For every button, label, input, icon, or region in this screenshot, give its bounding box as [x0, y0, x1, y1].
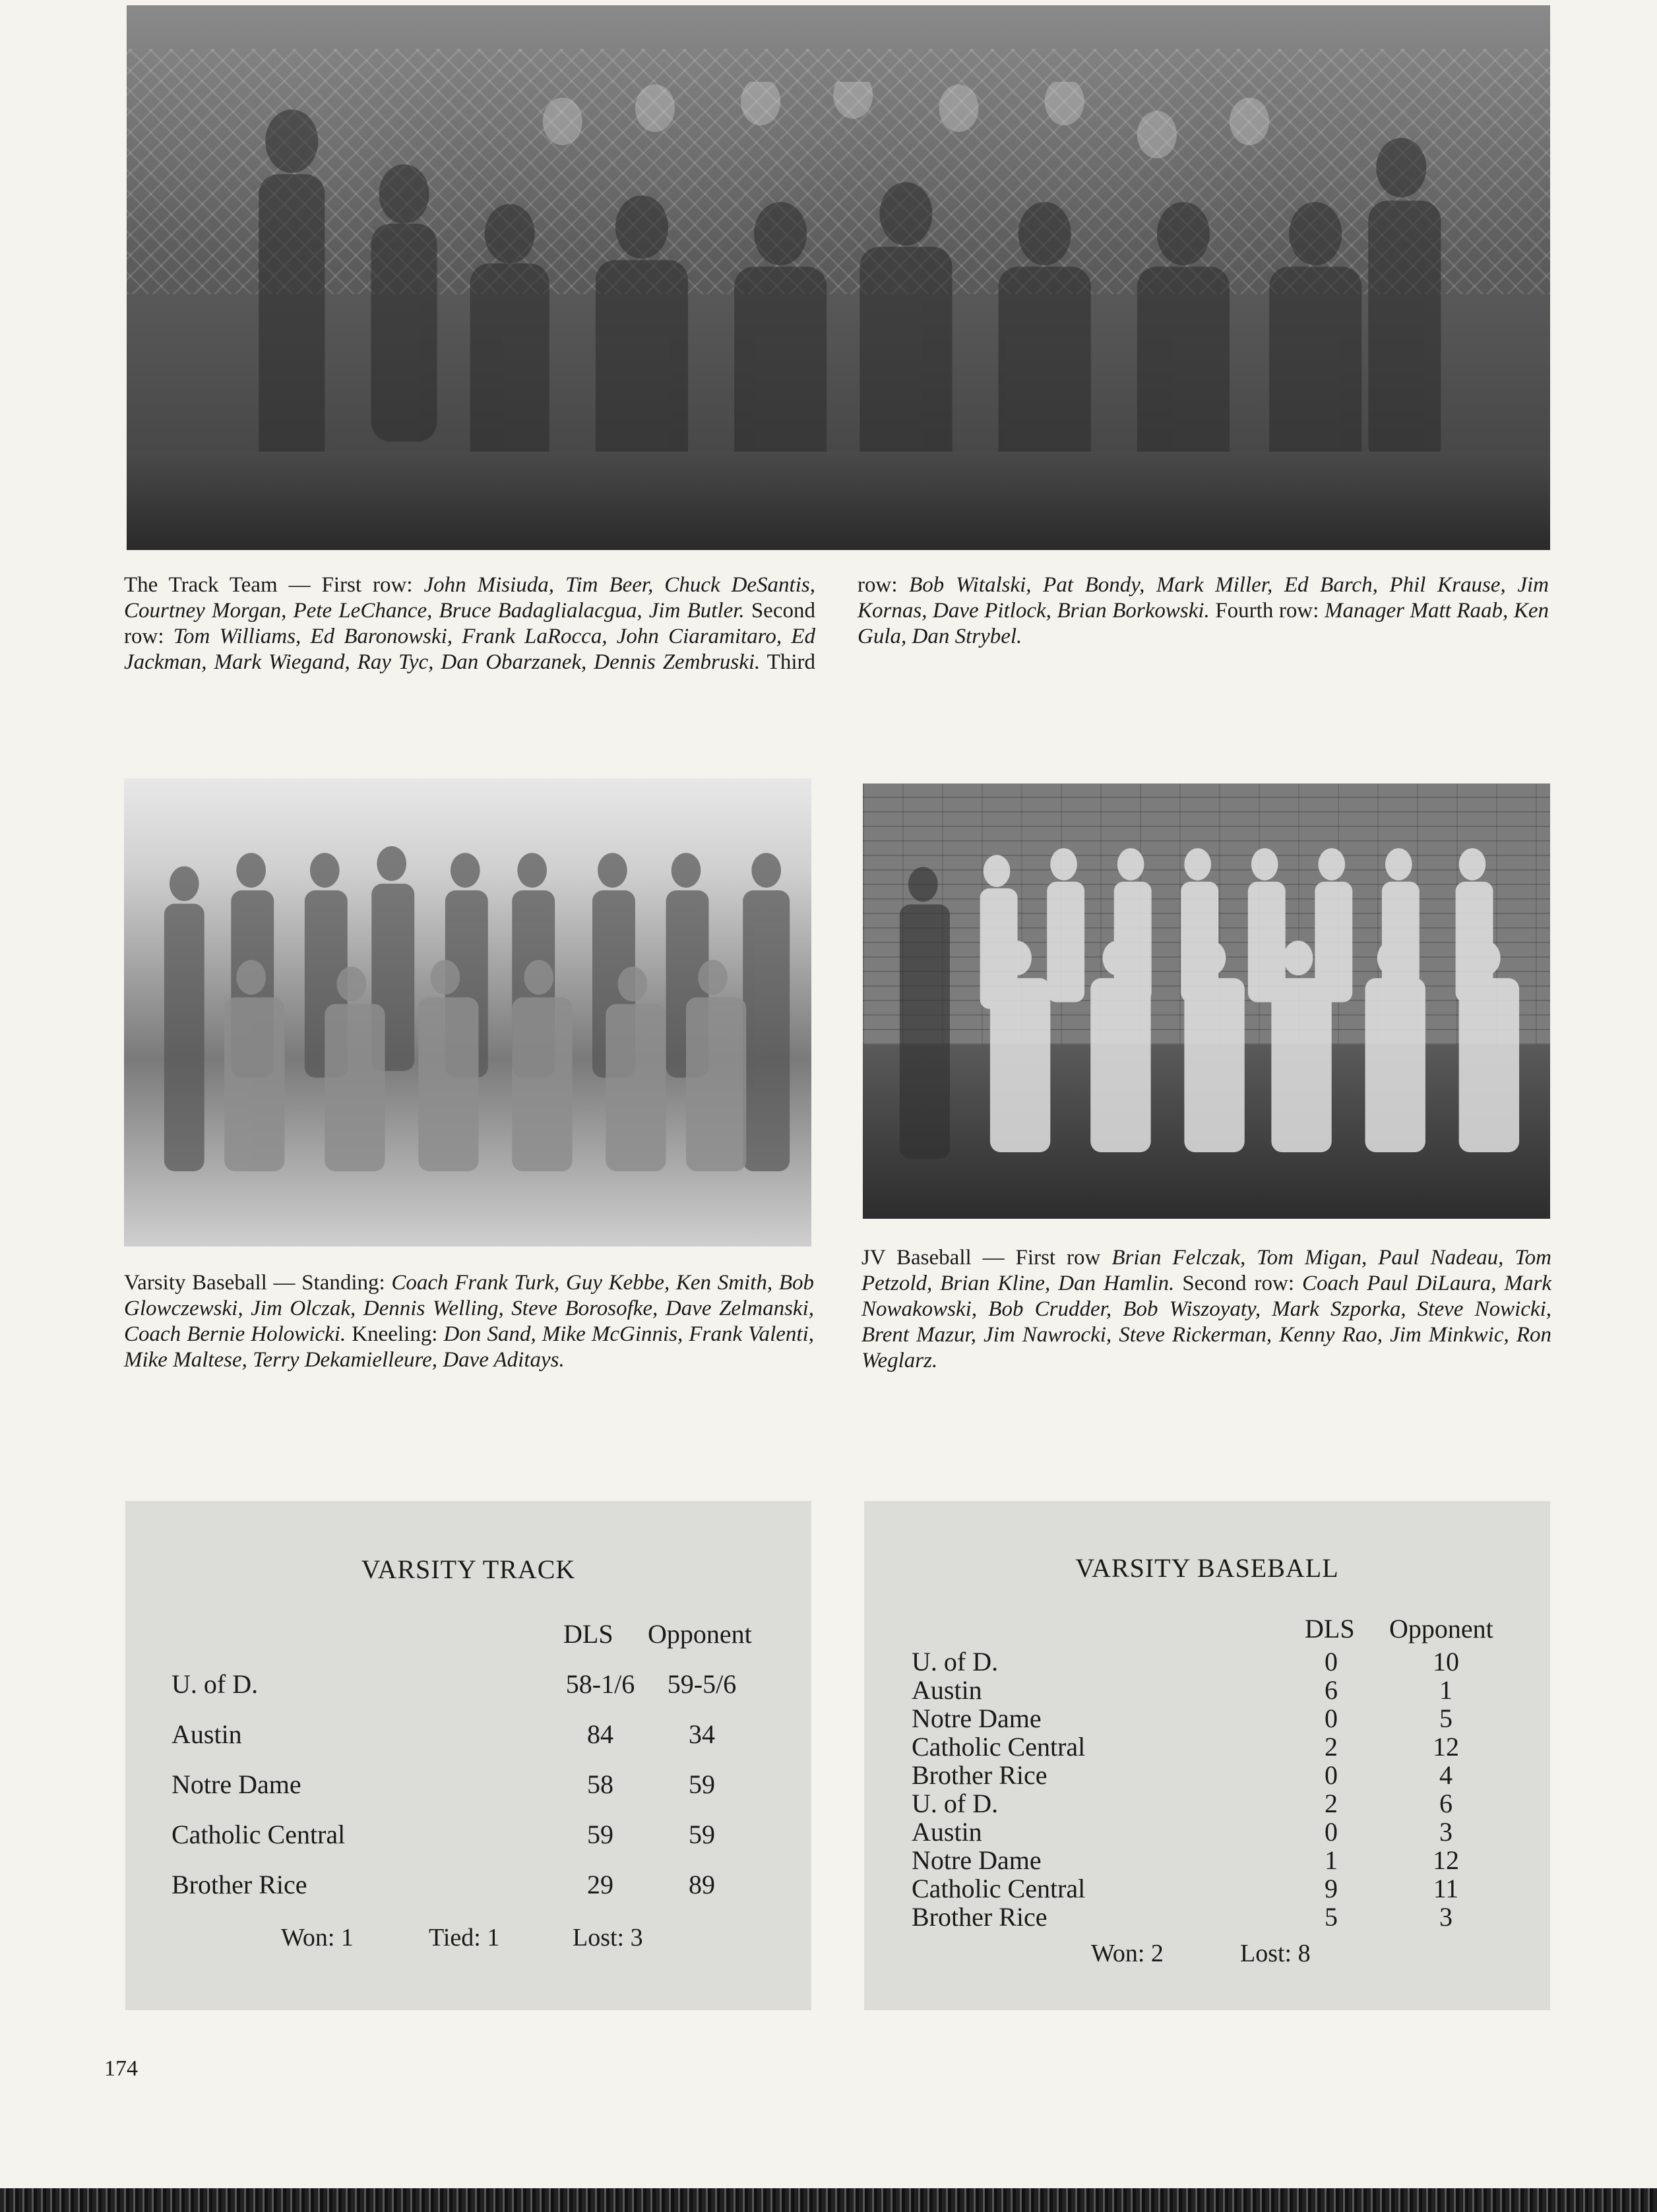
score-row — [125, 1819, 811, 1848]
scan-edge — [0, 2188, 1657, 2212]
lost-count: Lost: 8 — [1240, 1940, 1311, 1967]
caption-lead: Varsity Baseball — Standing: — [124, 1271, 392, 1295]
dls-score: 58 — [587, 1769, 613, 1799]
varsity-baseball-photo — [124, 778, 811, 1246]
dls-score: 6 — [1325, 1675, 1338, 1705]
dls-column-header: DLS — [1305, 1614, 1355, 1644]
dls-score: 0 — [1325, 1704, 1338, 1733]
jv-baseball-caption — [861, 1245, 1551, 1374]
dls-score: 5 — [1325, 1902, 1338, 1932]
opponent-score: 10 — [1433, 1647, 1459, 1676]
opponent-score: 4 — [1439, 1760, 1453, 1790]
score-row — [864, 1646, 1550, 1675]
varsity-track-title: VARSITY TRACK — [361, 1554, 576, 1584]
dls-score: 84 — [587, 1719, 613, 1749]
varsity-baseball-title: VARSITY BASEBALL — [1075, 1553, 1339, 1583]
opponent-name: Brother Rice — [172, 1870, 307, 1899]
page-number: 174 — [104, 2056, 138, 2081]
track-team-photo — [127, 5, 1550, 550]
opponent-name: Catholic Central — [912, 1732, 1086, 1762]
opponent-name: Austin — [912, 1817, 982, 1847]
opponent-name: U. of D. — [912, 1647, 999, 1676]
opponent-score: 89 — [689, 1870, 715, 1899]
score-row — [864, 1845, 1550, 1874]
track-team-caption — [124, 572, 1549, 675]
dls-column-header: DLS — [563, 1619, 613, 1649]
score-row — [125, 1869, 811, 1898]
opponent-name: Brother Rice — [912, 1760, 1047, 1790]
opponent-column-header: Opponent — [648, 1619, 752, 1649]
opponent-score: 3 — [1439, 1817, 1453, 1847]
opponent-name: Brother Rice — [912, 1902, 1047, 1932]
opponent-score: 59-5/6 — [667, 1669, 737, 1699]
score-row — [125, 1669, 811, 1698]
opponent-score: 12 — [1433, 1732, 1459, 1762]
opponent-score: 5 — [1439, 1704, 1453, 1733]
first-row-names: John Misiuda, Tim Beer, Chuck DeSantis, Courtney Morgan, Pete LeChance, Bruce Badaglialacgua, Jim Butler. — [124, 573, 815, 623]
first-row-names: Brian Felczak, Tom Migan, Paul Nadeau, Tom Petzold, Brian Kline, Dan Hamlin. — [861, 1246, 1551, 1295]
dls-score: 0 — [1325, 1817, 1338, 1847]
opponent-column-header: Opponent — [1389, 1614, 1493, 1644]
opponent-name: Notre Dame — [912, 1704, 1042, 1733]
opponent-name: U. of D. — [912, 1789, 999, 1818]
second-row-names: Tom Williams, Ed Baronowski, Frank LaRocca, John Ciaramitaro, Ed Jackman, Mark Wiegand, Ray Tyc, Dan Obarzanek, Dennis Zembruski. — [124, 625, 815, 674]
kneeling-names: Don Sand, Mike McGinnis, Frank Valenti, Mike Maltese, Terry Dekamielleure, Dave Aditays. — [124, 1322, 814, 1372]
team-silhouettes — [863, 844, 1550, 1192]
opponent-name: Catholic Central — [172, 1820, 346, 1849]
second-row-names: Coach Paul DiLaura, Mark Nowakowski, Bob Crudder, Bob Wiszoyaty, Mark Szporka, Steve Nowicki, Brent Mazur, Jim Nawrocki, Steve Rickerman, Kenny Rao, Jim Minkwic, Ron Weglarz. — [861, 1272, 1551, 1372]
dls-score: 59 — [587, 1820, 613, 1849]
score-row — [864, 1873, 1550, 1902]
dls-score: 1 — [1325, 1845, 1338, 1875]
opponent-score: 59 — [689, 1820, 715, 1849]
score-row — [864, 1788, 1550, 1817]
dls-score: 0 — [1325, 1760, 1338, 1790]
dls-score: 2 — [1325, 1732, 1338, 1762]
score-row — [864, 1901, 1550, 1930]
opponent-name: U. of D. — [172, 1669, 259, 1699]
opponent-score: 59 — [689, 1769, 715, 1799]
caption-lead: JV Baseball — First row — [861, 1246, 1112, 1270]
dls-score: 2 — [1325, 1789, 1338, 1818]
opponent-score: 6 — [1439, 1789, 1453, 1818]
opponent-name: Catholic Central — [912, 1874, 1086, 1903]
score-row — [125, 1719, 811, 1748]
lost-count: Lost: 3 — [573, 1924, 643, 1951]
opponent-name: Notre Dame — [912, 1845, 1042, 1875]
won-count: Won: 2 — [1091, 1940, 1164, 1967]
opponent-score: 3 — [1439, 1902, 1453, 1932]
team-silhouettes — [124, 844, 811, 1218]
standing-names: Coach Frank Turk, Guy Kebbe, Ken Smith, Bob Glowczewski, Jim Olczak, Dennis Welling, Steve Borosofke, Dave Zelmanski, Coach Bernie Holowicki. — [124, 1271, 814, 1346]
dls-score: 58-1/6 — [565, 1669, 635, 1699]
opponent-score: 11 — [1433, 1874, 1459, 1903]
third-row-names: Bob Witalski, Pat Bondy, Mark Miller, Ed Barch, Phil Krause, Jim Kornas, Dave Pitlock, Brian Borkowski. — [858, 573, 1549, 623]
dls-score: 0 — [1325, 1647, 1338, 1676]
jv-baseball-photo — [863, 783, 1550, 1219]
score-row — [864, 1674, 1550, 1704]
dls-score: 9 — [1325, 1874, 1338, 1903]
row-label: Kneeling: — [346, 1322, 444, 1346]
score-row — [864, 1816, 1550, 1845]
varsity-track-scorebox — [125, 1501, 811, 2010]
opponent-name: Austin — [912, 1675, 982, 1705]
opponent-name: Austin — [172, 1719, 242, 1749]
row-label: Third row: — [760, 573, 910, 674]
won-count: Won: 1 — [281, 1924, 354, 1951]
row-label: Second row: — [1174, 1272, 1303, 1295]
opponent-score: 12 — [1433, 1845, 1459, 1875]
varsity-baseball-scorebox — [864, 1501, 1550, 2010]
row-label: Fourth row: — [1209, 599, 1325, 623]
dls-score: 29 — [587, 1870, 613, 1899]
score-row — [864, 1731, 1550, 1760]
row-label: Second row: — [124, 599, 815, 648]
score-row — [864, 1703, 1550, 1732]
opponent-score: 1 — [1439, 1675, 1453, 1705]
score-row — [864, 1760, 1550, 1789]
opponent-score: 34 — [689, 1719, 715, 1749]
fourth-row-names: Manager Matt Raab, Ken Gula, Dan Strybel. — [858, 599, 1549, 648]
score-row — [125, 1769, 811, 1798]
tied-count: Tied: 1 — [429, 1924, 500, 1951]
opponent-name: Notre Dame — [172, 1769, 301, 1799]
caption-lead: The Track Team — First row: — [124, 573, 424, 597]
varsity-baseball-caption — [124, 1270, 814, 1373]
